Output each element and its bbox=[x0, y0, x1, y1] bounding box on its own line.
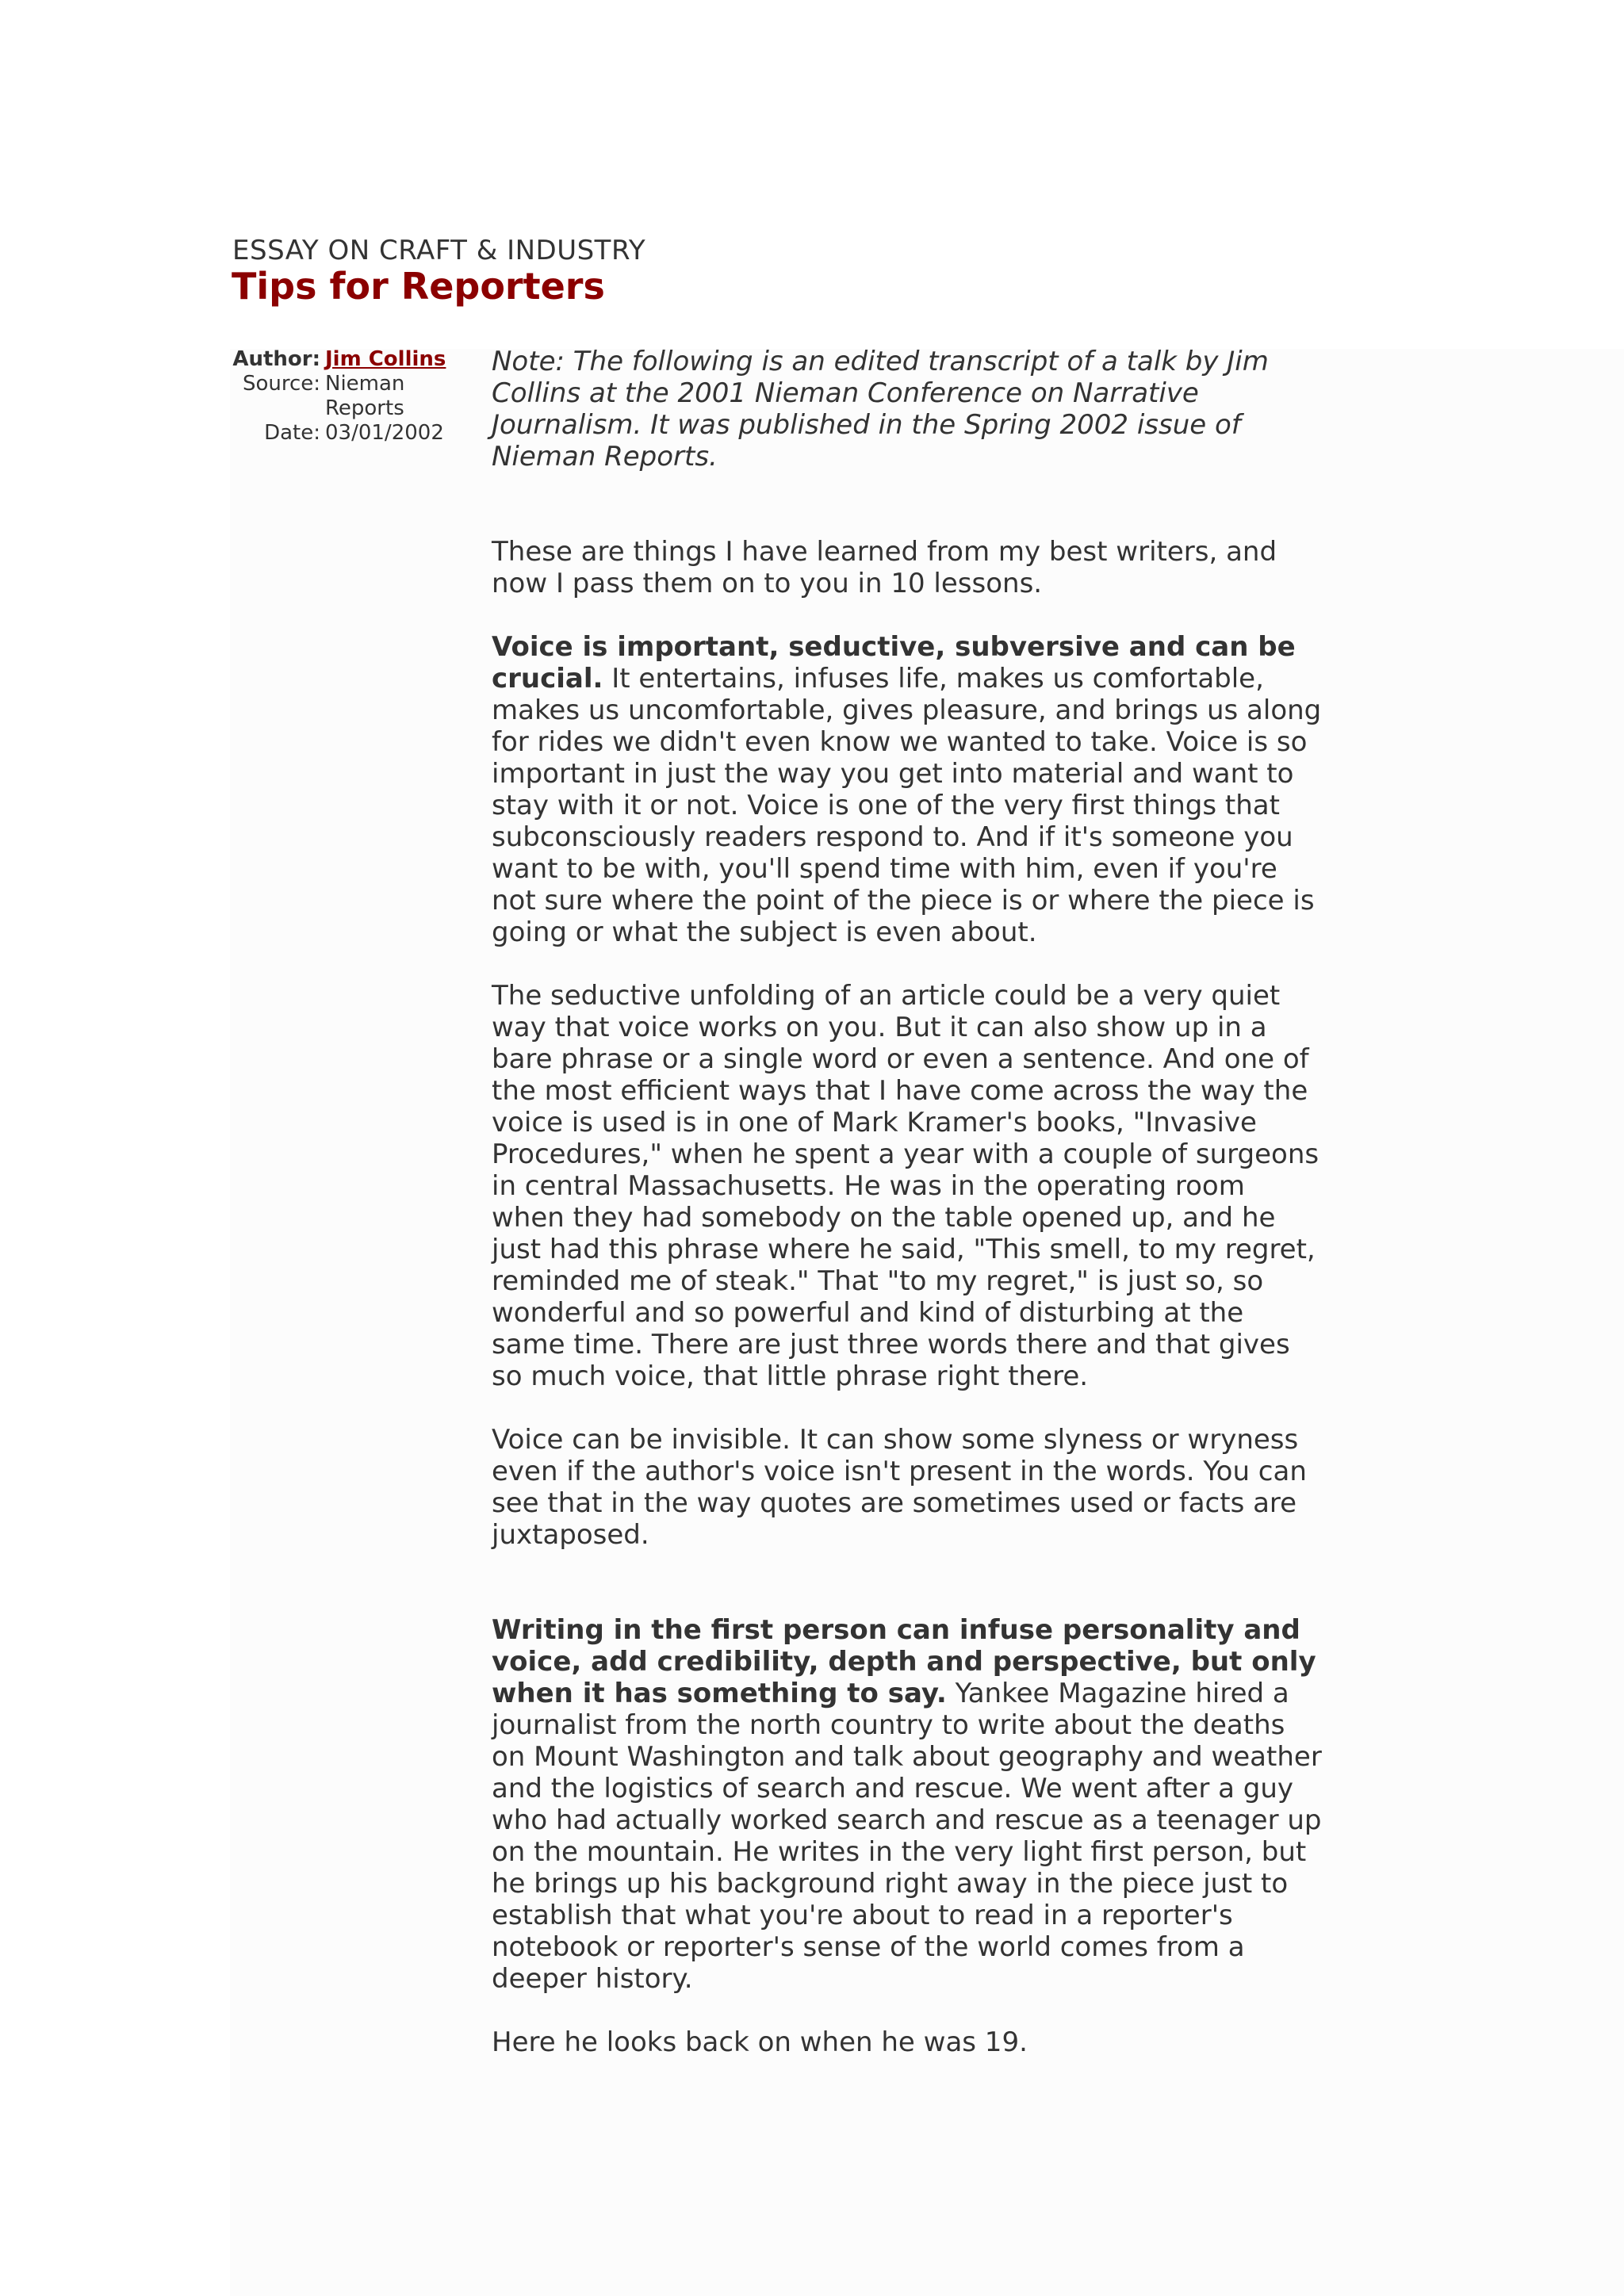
date-label: Date: bbox=[264, 421, 320, 445]
intro-paragraph: These are things I have learned from my best writers, and now I pass them on to you in 10 lessons. bbox=[492, 536, 1277, 599]
spacer bbox=[492, 504, 1324, 536]
article-body bbox=[492, 346, 1324, 2090]
paragraph-seductive: The seductive unfolding of an article could be a very quiet way that voice works on you. But it can also show up in a bare phrase or a single word or even a sentence. And one of the most efficient ways that I have come across the way the voice is used is in one of Mark Kramer's books, "Invasive Procedures," when he spent a year with a couple of surgeons in central Massachusetts. He was in the operating room when they had somebody on the table opened up, and he just had this phrase where he said, "This smell, to my regret, reminded me of steak." That "to my regret," is just so, so wonderful and so powerful and kind of disturbing at the same time. There are just three words there and that gives so much voice, that little phrase right there. bbox=[492, 980, 1320, 1392]
editor-note: Note: The following is an edited transcript of a talk by Jim Collins at the 2001 Nieman Conference on Narrative Journalism. It was published in the Spring 2002 issue of Nieman Reports. bbox=[492, 346, 1269, 473]
paragraph-lead: Writing in the first person can infuse personality and voice, add credibility, depth and perspective, but only when it has something to say. bbox=[492, 1614, 1316, 1709]
date-row bbox=[230, 421, 468, 446]
date-value: 03/01/2002 bbox=[325, 421, 444, 445]
author-row bbox=[230, 347, 468, 372]
paragraph-voice bbox=[492, 631, 1324, 948]
source-value: Nieman Reports bbox=[325, 372, 405, 420]
paragraph-closing: Here he looks back on when he was 19. bbox=[492, 2026, 1028, 2058]
paragraph-lead: Voice is important, seductive, subversive and can be crucial. bbox=[492, 631, 1296, 695]
source-row bbox=[230, 372, 468, 421]
paragraph-text: Yankee Magazine hired a journalist from the north country to write about the deaths on Mount Washington and talk about geography and weather and the logistics of search and rescue. We went after a guy who had actually worked search and rescue as a teenager up on the mountain. He writes in the very light first person, but he brings up his background right away in the piece just to establish that what you're about to read in a reporter's notebook or reporter's sense of the world comes from a deeper history. bbox=[492, 1678, 1322, 1995]
author-value bbox=[325, 347, 460, 372]
paragraph-first-person bbox=[492, 1614, 1324, 1995]
page-title: Tips for Reporters bbox=[232, 265, 605, 308]
paragraph-invisible: Voice can be invisible. It can show some slyness or wryness even if the author's voice isn't present in the words. You can see that in the way quotes are sometimes used or facts are juxtaposed. bbox=[492, 1424, 1307, 1551]
author-label: Author: bbox=[232, 347, 320, 371]
author-link[interactable]: Jim Collins bbox=[325, 347, 446, 371]
paragraph-text: It entertains, infuses life, makes us comfortable, makes us uncomfortable, gives pleasure, and brings us along for rides we didn't even know we wanted to take. Voice is so important in just the way you get into material and want to stay with it or not. Voice is one of the very first things that subconsciously readers respond to. And if it's someone you want to be with, you'll spend time with him, even if you're not sure where the point of the piece is or where the piece is going or what the subject is even about. bbox=[492, 663, 1322, 948]
section-label: ESSAY ON CRAFT & INDUSTRY bbox=[232, 235, 646, 266]
spacer bbox=[492, 1582, 1324, 1614]
source-label: Source: bbox=[242, 372, 320, 396]
article-meta bbox=[230, 347, 468, 446]
